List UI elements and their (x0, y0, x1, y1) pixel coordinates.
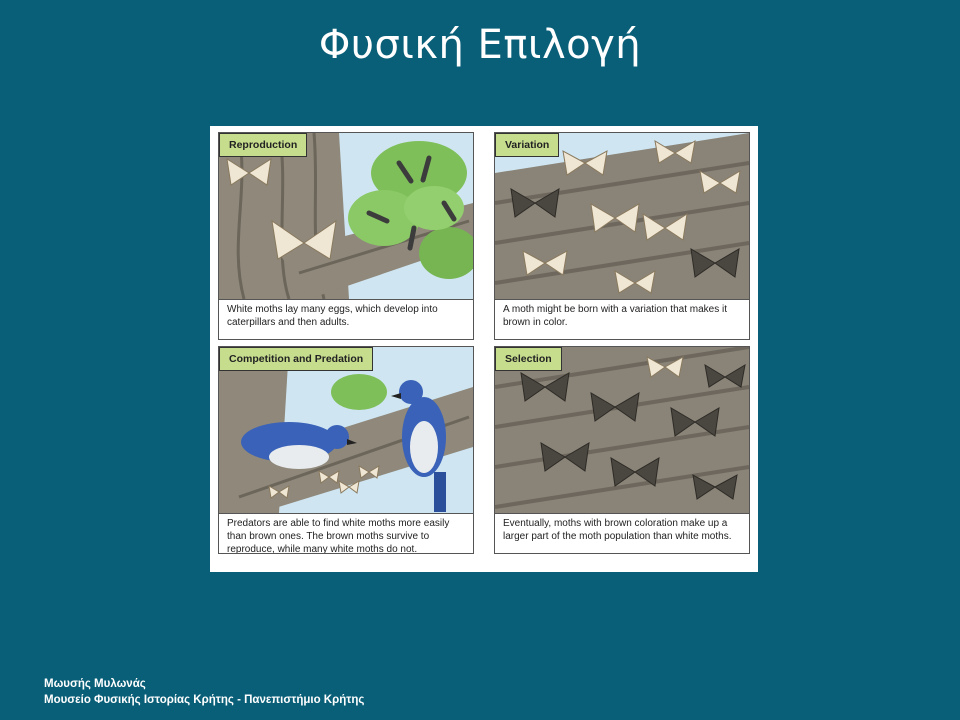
panel-label: Competition and Predation (219, 347, 373, 371)
footer-affiliation: Μουσείο Φυσικής Ιστορίας Κρήτης - Πανεπιστήμιο Κρήτης (44, 694, 365, 706)
panel-caption: Predators are able to find white moths more easily than brown ones. The brown moths survive to reproduce, while many white moths do not. (219, 513, 473, 553)
panel-label: Reproduction (219, 133, 307, 157)
panel-caption: White moths lay many eggs, which develop into caterpillars and then adults. (219, 299, 473, 339)
reproduction-illustration (219, 133, 473, 299)
variation-illustration (495, 133, 749, 299)
natural-selection-figure (210, 126, 758, 572)
footer-author: Μωυσής Μυλωνάς (44, 678, 146, 690)
selection-illustration (495, 347, 749, 513)
panel-selection (494, 346, 750, 554)
panel-caption: A moth might be born with a variation that makes it brown in color. (495, 299, 749, 339)
panel-variation (494, 132, 750, 340)
panel-label: Variation (495, 133, 559, 157)
slide-title: Φυσική Επιλογή (318, 22, 642, 68)
slide-footer (44, 676, 364, 708)
panel-competition-predation (218, 346, 474, 554)
panel-caption: Eventually, moths with brown coloration make up a larger part of the moth population than white moths. (495, 513, 749, 553)
predation-illustration (219, 347, 473, 513)
panel-reproduction (218, 132, 474, 340)
panel-label: Selection (495, 347, 562, 371)
